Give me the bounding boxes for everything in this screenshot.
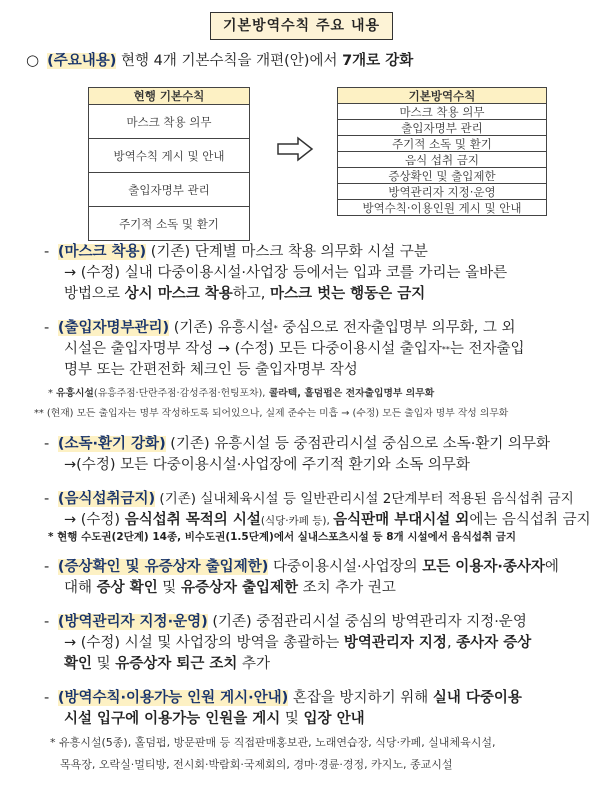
item-notice xyxy=(34,688,590,774)
item-emphasis: 종사자 증상 xyxy=(456,635,532,651)
item-text: → (수정) xyxy=(64,512,125,528)
item-emphasis: 입장 안내 xyxy=(303,711,365,727)
item-text: 명부 또는 간편전화 체크인 등 출입자명부 작성 xyxy=(64,362,358,378)
item-emphasis: 모든 이용자·종사자 xyxy=(422,559,545,575)
dash-bullet: - xyxy=(44,690,50,706)
summary-line xyxy=(26,51,413,70)
item-text: 및 xyxy=(280,711,304,727)
note-emphasis: 유흥시설 xyxy=(56,388,94,399)
new-table-cell: 방역수칙·이용인원 게시 및 안내 xyxy=(338,200,547,216)
note-text: * 현행 수도권(2단계) 14종, 비수도권(1.5단계)에서 실내스포츠시설 등 8개 시설에서 음식섭취 금지 xyxy=(48,531,517,543)
current-rules-table xyxy=(88,87,250,241)
item-emphasis: 확인 xyxy=(64,656,93,672)
current-table-cell: 마스크 착용 의무 xyxy=(89,105,250,139)
item-emphasis: 마스크 벗는 행동은 금지 xyxy=(270,286,426,302)
footnote-mark: ** xyxy=(441,345,450,354)
item-label: (방역수칙·이용가능 인원 게시·안내) xyxy=(57,690,289,706)
new-table-cell: 방역관리자 지정·운영 xyxy=(338,184,547,200)
item-text: 및 xyxy=(92,656,116,672)
footnote-mark: * xyxy=(273,324,278,333)
item-label: (소독·환기 강화) xyxy=(57,436,166,452)
new-table-cell: 음식 섭취 금지 xyxy=(338,152,547,168)
footnote-text: * 유흥시설(5종), 홀덤펍, 방문판매 등 직접판매홍보관, 노래연습장, 식당·카페, 실내체육시설, xyxy=(50,736,496,749)
new-table-cell: 증상확인 및 출입제한 xyxy=(338,168,547,184)
item-text: 대해 xyxy=(64,580,97,596)
dash-bullet: - xyxy=(44,614,50,630)
item-emphasis: 음식판매 부대시설 외 xyxy=(333,512,470,528)
note-emphasis: 콜라텍, xyxy=(265,388,305,399)
item-text: 다중이용시설·사업장의 xyxy=(268,559,423,575)
new-rules-table xyxy=(337,87,547,216)
item-emphasis: 유증상자 출입제한 xyxy=(180,580,299,596)
item-label: (증상확인 및 유증상자 출입제한) xyxy=(57,559,269,575)
new-table-header: 기본방역수칙 xyxy=(338,88,547,104)
item-text: 조치 추가 권고 xyxy=(298,580,396,596)
footnote-text: 목욕장, 오락실·멀티방, 전시회·박람회·국제회의, 경마·경륜·경정, 카지노, 종교시설 xyxy=(60,758,453,771)
new-table-cell: 마스크 착용 의무 xyxy=(338,104,547,120)
current-table-cell: 출입자명부 관리 xyxy=(89,173,250,207)
item-emphasis: 시설 입구에 이용가능 인원을 게시 xyxy=(64,711,281,727)
current-table-cell: 방역수칙 게시 및 안내 xyxy=(89,139,250,173)
item-food xyxy=(34,489,590,544)
note-text: ** (현재) 모든 출입자는 명부 작성하도록 되어있으나, 실제 준수는 미흡 → (수정) 모든 출입자 명부 작성 의무화 xyxy=(34,408,509,419)
item-label: (출입자명부관리) xyxy=(57,320,170,336)
note-text: (유흥주점·단란주점·감성주점·헌팅포차), xyxy=(93,388,266,399)
item-text: 혼잡을 방지하기 위해 xyxy=(288,690,433,706)
dash-bullet: - xyxy=(44,244,50,260)
item-text: 는 전자출입 xyxy=(449,341,525,357)
current-table-cell: 주기적 소독 및 환기 xyxy=(89,207,250,241)
item-emphasis: 상시 마스크 착용 xyxy=(124,286,233,302)
footnote-mark: * xyxy=(48,388,57,399)
item-manager xyxy=(34,612,590,675)
item-text: 및 xyxy=(157,580,181,596)
summary-text: 현행 4개 기본수칙을 개편(안)에서 xyxy=(116,53,343,69)
item-text: 시설은 출입자명부 작성 → (수정) 모든 다중이용시설 출입자 xyxy=(64,341,442,357)
summary-label: (주요내용) xyxy=(47,53,117,69)
item-visitor-log xyxy=(34,318,590,421)
item-emphasis: 음식섭취 목적의 시설 xyxy=(124,512,261,528)
dash-bullet: - xyxy=(44,436,50,452)
item-mask xyxy=(34,242,590,305)
item-symptom-check xyxy=(34,557,590,599)
dash-bullet: - xyxy=(44,559,50,575)
item-text: , xyxy=(446,635,457,651)
summary-emphasis: 7개로 강화 xyxy=(342,53,414,69)
item-text: (기존) 단계별 마스크 착용 의무화 시설 구분 xyxy=(146,244,428,260)
item-text: 중심으로 전자출입명부 의무화, 그 외 xyxy=(277,320,516,336)
dash-bullet: - xyxy=(44,491,50,507)
item-text: → (수정) 실내 다중이용시설·사업장 등에서는 입과 코를 가리는 올바른 xyxy=(64,265,508,281)
note-emphasis: 홀덤펍은 전자출입명부 의무화 xyxy=(304,388,435,399)
item-label: (방역관리자 지정·운영) xyxy=(57,614,208,630)
item-emphasis: 증상 확인 xyxy=(96,580,158,596)
dash-bullet: - xyxy=(44,320,50,336)
item-text: 방법으로 xyxy=(64,286,125,302)
item-disinfect xyxy=(34,434,590,476)
page-title: 기본방역수칙 주요 내용 xyxy=(210,12,393,40)
new-table-cell: 출입자명부 관리 xyxy=(338,120,547,136)
current-table-header: 현행 기본수칙 xyxy=(89,88,250,105)
circle-bullet-icon: ○ xyxy=(26,51,40,69)
item-text: → (수정) 시설 및 사업장의 방역을 총괄하는 xyxy=(64,635,344,651)
item-text: (기존) 실내체육시설 등 일반관리시설 2단계부터 적용된 음식섭취 금지 xyxy=(155,491,574,507)
item-text: (기존) 중점관리시설 중심의 방역관리자 지정·운영 xyxy=(207,614,527,630)
item-text: 하고, xyxy=(232,286,271,302)
item-emphasis: 실내 다중이용 xyxy=(432,690,522,706)
item-text: (기존) 유흥시설 등 중점관리시설 중심으로 소독·환기 의무화 xyxy=(165,436,551,452)
item-label: (음식섭취금지) xyxy=(57,491,156,507)
item-label: (마스크 착용) xyxy=(57,244,147,260)
item-text: 추가 xyxy=(237,656,271,672)
item-text: →(수정) 모든 다중이용시설·사업장에 주기적 환기와 소독 의무화 xyxy=(64,457,470,473)
item-text: 에 xyxy=(544,559,559,575)
item-text: 에는 음식섭취 금지 xyxy=(469,512,591,528)
item-text: (식당·카페 등), xyxy=(260,515,334,527)
item-emphasis: 방역관리자 지정 xyxy=(343,635,447,651)
item-emphasis: 유증상자 퇴근 조치 xyxy=(115,656,238,672)
new-table-cell: 주기적 소독 및 환기 xyxy=(338,136,547,152)
rule-items xyxy=(34,242,590,787)
item-text: (기존) 유흥시설 xyxy=(169,320,274,336)
right-arrow-icon xyxy=(276,136,314,162)
